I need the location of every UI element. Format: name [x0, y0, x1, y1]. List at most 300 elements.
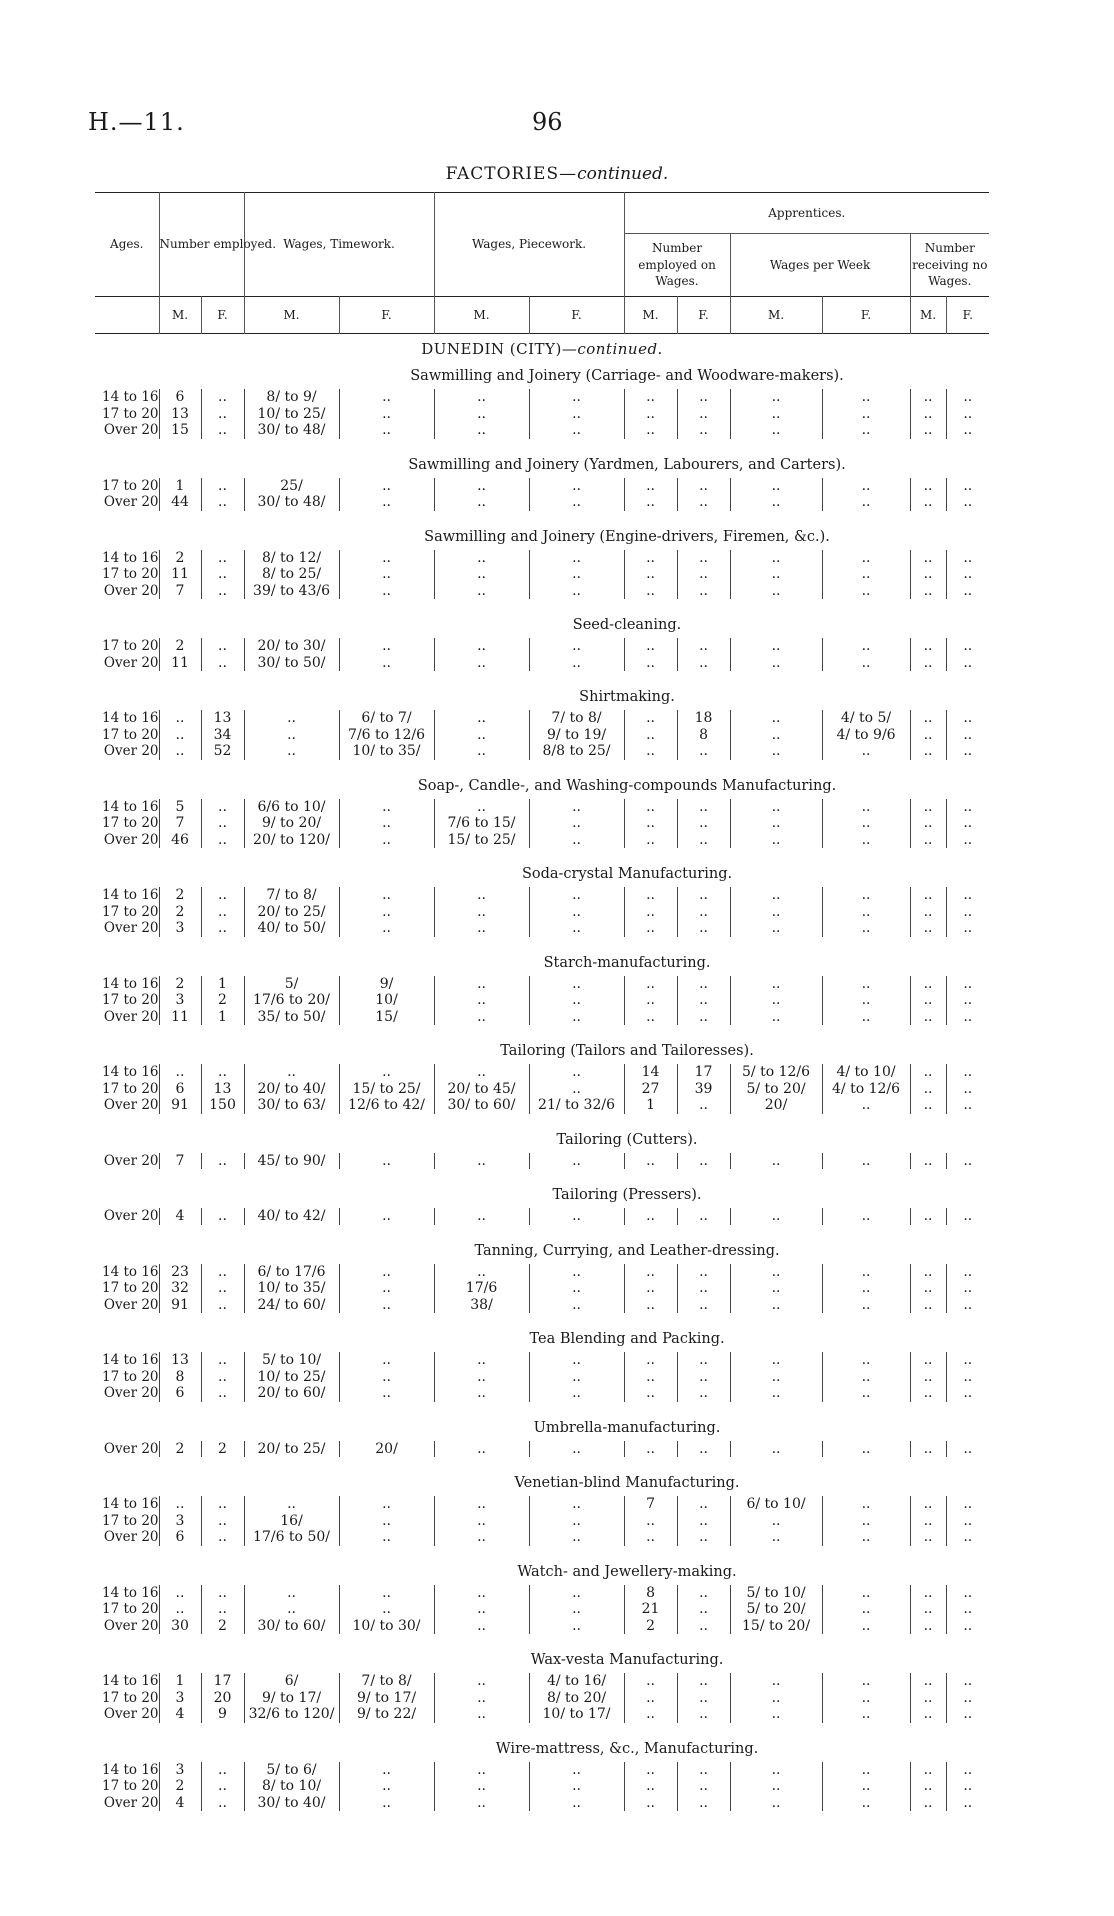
- data-cell: 11: [159, 1009, 201, 1026]
- age-cell: Over 20: [103, 1097, 159, 1113]
- data-cell: ..: [946, 1385, 989, 1402]
- table-row: [95, 1795, 989, 1812]
- data-cell: ..: [946, 1081, 989, 1098]
- data-cell: 7: [159, 1153, 201, 1170]
- age-cell: 14 to 16: [102, 1761, 159, 1778]
- data-cell: ..: [946, 1778, 989, 1795]
- data-cell: ..: [730, 992, 822, 1009]
- data-cell: ..: [624, 389, 677, 406]
- data-cell: ..: [910, 920, 946, 937]
- data-cell: 6: [159, 389, 201, 406]
- data-cell: ..: [339, 1208, 434, 1225]
- section-title: Soda-crystal Manufacturing.: [521, 866, 733, 882]
- data-cell: ..: [946, 1297, 989, 1314]
- data-cell: ..: [434, 1009, 529, 1026]
- age-cell: 17 to 20: [102, 1689, 159, 1706]
- table-row: [95, 1208, 989, 1225]
- sub-f: F.: [201, 297, 244, 334]
- data-cell: 4/ to 5/: [822, 710, 910, 727]
- data-cell: ..: [910, 1673, 946, 1690]
- data-cell: ..: [624, 422, 677, 439]
- section-title: Seed-cleaning.: [572, 617, 682, 633]
- data-cell: ..: [910, 1280, 946, 1297]
- data-cell: ..: [677, 887, 730, 904]
- data-cell: 38/: [434, 1297, 529, 1314]
- data-cell: 6: [159, 1529, 201, 1546]
- data-cell: ..: [822, 494, 910, 511]
- data-cell: ..: [822, 799, 910, 816]
- table-row: [95, 583, 989, 600]
- age-cell: Over 20: [103, 831, 159, 848]
- data-cell: ..: [946, 1009, 989, 1026]
- data-cell: ..: [946, 1529, 989, 1546]
- data-cell: ..: [201, 406, 244, 423]
- data-cell: ..: [624, 920, 677, 937]
- data-cell: ..: [946, 1097, 989, 1114]
- data-cell: ..: [677, 1385, 730, 1402]
- data-cell: 46: [159, 832, 201, 849]
- table-row: [95, 1673, 989, 1690]
- data-cell: ..: [677, 992, 730, 1009]
- data-cell: ..: [339, 566, 434, 583]
- data-cell: ..: [910, 566, 946, 583]
- data-cell: ..: [946, 1601, 989, 1618]
- data-cell: 30/ to 50/: [244, 655, 339, 672]
- data-cell: ..: [822, 992, 910, 1009]
- data-cell: ..: [339, 1585, 434, 1602]
- data-cell: ..: [201, 1208, 244, 1225]
- data-cell: 4/ to 16/: [529, 1673, 624, 1690]
- data-cell: ..: [910, 494, 946, 511]
- data-cell: ..: [730, 494, 822, 511]
- data-cell: ..: [529, 920, 624, 937]
- data-cell: ..: [677, 1706, 730, 1723]
- data-cell: ..: [677, 550, 730, 567]
- age-cell: 17 to 20: [102, 1778, 159, 1794]
- sub-m: M.: [910, 297, 946, 334]
- age-cell: 17 to 20: [102, 992, 159, 1008]
- data-cell: ..: [677, 832, 730, 849]
- data-cell: ..: [822, 1280, 910, 1297]
- data-cell: 150: [201, 1097, 244, 1114]
- data-cell: ..: [910, 1352, 946, 1369]
- data-cell: ..: [910, 1618, 946, 1635]
- data-cell: ..: [730, 1009, 822, 1026]
- data-cell: 8/ to 10/: [244, 1778, 339, 1795]
- data-cell: ..: [624, 550, 677, 567]
- age-cell: Over 20: [103, 582, 159, 599]
- data-cell: 10/ to 25/: [244, 1369, 339, 1386]
- data-cell: ..: [339, 1529, 434, 1546]
- age-cell: 17 to 20: [102, 903, 159, 920]
- data-cell: ..: [822, 1208, 910, 1225]
- data-cell: 15/ to 25/: [434, 832, 529, 849]
- data-cell: ..: [624, 1762, 677, 1779]
- age-cell: 14 to 16: [102, 887, 159, 903]
- data-cell: ..: [910, 1529, 946, 1546]
- data-cell: ..: [529, 583, 624, 600]
- data-cell: 35/ to 50/: [244, 1009, 339, 1026]
- data-cell: 91: [159, 1297, 201, 1314]
- data-cell: 30/ to 48/: [244, 494, 339, 511]
- data-cell: ..: [529, 1601, 624, 1618]
- data-cell: ..: [677, 1601, 730, 1618]
- data-cell: ..: [434, 1618, 529, 1635]
- data-cell: ..: [624, 832, 677, 849]
- data-cell: 20/ to 30/: [244, 638, 339, 655]
- data-cell: ..: [910, 1513, 946, 1530]
- data-cell: ..: [201, 494, 244, 511]
- table-row: [95, 638, 989, 655]
- data-cell: 34: [201, 727, 244, 744]
- data-cell: ..: [946, 1690, 989, 1707]
- data-cell: ..: [339, 1513, 434, 1530]
- data-cell: ..: [201, 583, 244, 600]
- data-cell: ..: [677, 406, 730, 423]
- age-cell: Over 20: [103, 743, 159, 759]
- age-cell: Over 20: [103, 920, 159, 936]
- data-cell: ..: [529, 1208, 624, 1225]
- section-title: Sawmilling and Joinery (Carriage- and Woodware-makers).: [410, 368, 844, 384]
- data-cell: ..: [434, 1369, 529, 1386]
- data-cell: 4: [159, 1795, 201, 1812]
- data-cell: ..: [822, 1352, 910, 1369]
- data-cell: ..: [910, 1097, 946, 1114]
- data-cell: ..: [434, 1601, 529, 1618]
- data-cell: ..: [946, 1208, 989, 1225]
- data-cell: ..: [201, 1496, 244, 1513]
- data-cell: ..: [339, 389, 434, 406]
- data-cell: 11: [159, 655, 201, 672]
- data-cell: ..: [730, 887, 822, 904]
- data-cell: ..: [822, 815, 910, 832]
- table-row: [95, 566, 989, 583]
- data-cell: ..: [529, 799, 624, 816]
- data-cell: ..: [529, 550, 624, 567]
- age-cell: 17 to 20: [102, 566, 159, 582]
- data-cell: 52: [201, 743, 244, 760]
- data-cell: ..: [910, 1585, 946, 1602]
- data-cell: ..: [529, 478, 624, 495]
- data-cell: ..: [910, 1496, 946, 1513]
- data-cell: ..: [434, 992, 529, 1009]
- data-cell: ..: [529, 1009, 624, 1026]
- table-row: [95, 832, 989, 849]
- data-cell: ..: [244, 743, 339, 760]
- data-cell: ..: [910, 815, 946, 832]
- section-title: Tea Blending and Packing.: [529, 1331, 725, 1347]
- data-cell: ..: [910, 1264, 946, 1281]
- data-cell: 2: [201, 1618, 244, 1635]
- data-cell: 13: [201, 710, 244, 727]
- data-cell: ..: [730, 815, 822, 832]
- age-cell: Over 20: [103, 1208, 159, 1224]
- sub-m: M.: [624, 297, 677, 334]
- data-cell: ..: [946, 976, 989, 993]
- data-cell: ..: [730, 406, 822, 423]
- data-cell: ..: [910, 1009, 946, 1026]
- data-cell: ..: [201, 1601, 244, 1618]
- data-cell: ..: [434, 1706, 529, 1723]
- table-row: [95, 1352, 989, 1369]
- data-cell: ..: [910, 1064, 946, 1081]
- data-cell: 13: [159, 1352, 201, 1369]
- age-cell: 17 to 20: [102, 1601, 159, 1617]
- data-cell: ..: [529, 1762, 624, 1779]
- age-cell: 17 to 20: [102, 1280, 159, 1296]
- data-cell: 9: [201, 1706, 244, 1723]
- table-row: [95, 1081, 989, 1098]
- data-cell: 8/ to 12/: [244, 550, 339, 567]
- age-cell: 14 to 16: [102, 975, 159, 992]
- data-cell: ..: [624, 1441, 677, 1458]
- data-cell: ..: [529, 1297, 624, 1314]
- data-cell: ..: [201, 1795, 244, 1812]
- data-cell: ..: [624, 1690, 677, 1707]
- data-cell: 7/ to 8/: [339, 1673, 434, 1690]
- data-cell: ..: [730, 1529, 822, 1546]
- data-cell: ..: [730, 1352, 822, 1369]
- data-cell: ..: [677, 976, 730, 993]
- data-cell: ..: [434, 478, 529, 495]
- data-cell: ..: [677, 1618, 730, 1635]
- data-cell: ..: [677, 1496, 730, 1513]
- data-cell: 20/ to 60/: [244, 1385, 339, 1402]
- sub-f: F.: [946, 297, 989, 334]
- city-heading: DUNEDIN (CITY)—continued.: [421, 340, 663, 358]
- data-cell: ..: [244, 1601, 339, 1618]
- data-cell: ..: [201, 655, 244, 672]
- data-cell: ..: [201, 1529, 244, 1546]
- data-cell: ..: [946, 1153, 989, 1170]
- section-title: Watch- and Jewellery-making.: [517, 1563, 737, 1580]
- data-cell: ..: [529, 389, 624, 406]
- data-cell: ..: [201, 422, 244, 439]
- data-cell: ..: [730, 422, 822, 439]
- data-cell: ..: [822, 1690, 910, 1707]
- data-cell: ..: [822, 1385, 910, 1402]
- data-cell: ..: [201, 1153, 244, 1170]
- data-cell: ..: [339, 550, 434, 567]
- age-cell: Over 20: [103, 422, 159, 438]
- data-cell: ..: [529, 1352, 624, 1369]
- age-cell: 14 to 16: [102, 549, 159, 566]
- data-cell: ..: [677, 1513, 730, 1530]
- data-cell: 2: [159, 887, 201, 904]
- data-cell: ..: [529, 815, 624, 832]
- data-cell: ..: [159, 727, 201, 744]
- data-cell: 8: [677, 727, 730, 744]
- data-cell: ..: [946, 1513, 989, 1530]
- data-cell: 8: [624, 1585, 677, 1602]
- data-cell: ..: [677, 799, 730, 816]
- data-cell: ..: [822, 1513, 910, 1530]
- data-cell: ..: [529, 406, 624, 423]
- data-cell: ..: [434, 1513, 529, 1530]
- col-apprentices-employed: Number employed on Wages.: [624, 234, 730, 297]
- data-cell: 8/ to 20/: [529, 1690, 624, 1707]
- page-title: FACTORIES—continued.: [445, 164, 669, 184]
- data-cell: ..: [624, 1778, 677, 1795]
- data-cell: ..: [730, 1673, 822, 1690]
- data-cell: ..: [822, 550, 910, 567]
- data-cell: 2: [159, 976, 201, 993]
- data-cell: ..: [822, 1618, 910, 1635]
- data-cell: ..: [677, 583, 730, 600]
- sub-f: F.: [529, 297, 624, 334]
- table-row: [95, 815, 989, 832]
- data-cell: ..: [339, 799, 434, 816]
- data-cell: ..: [529, 638, 624, 655]
- data-cell: ..: [910, 638, 946, 655]
- table-row: [95, 727, 989, 744]
- data-cell: ..: [201, 1264, 244, 1281]
- data-cell: 7: [624, 1496, 677, 1513]
- data-cell: ..: [822, 406, 910, 423]
- data-cell: 40/ to 50/: [244, 920, 339, 937]
- data-cell: ..: [946, 1064, 989, 1081]
- data-cell: ..: [822, 904, 910, 921]
- data-cell: ..: [529, 1369, 624, 1386]
- age-cell: Over 20: [103, 654, 159, 671]
- data-cell: 27: [624, 1081, 677, 1098]
- data-cell: 1: [201, 976, 244, 993]
- data-cell: ..: [910, 743, 946, 760]
- data-cell: 91: [159, 1097, 201, 1114]
- data-cell: 20/: [730, 1097, 822, 1114]
- data-cell: 4: [159, 1706, 201, 1723]
- data-cell: 7: [159, 583, 201, 600]
- age-cell: 17 to 20: [102, 815, 159, 831]
- data-cell: ..: [730, 583, 822, 600]
- sub-m: M.: [159, 297, 201, 334]
- data-cell: ..: [946, 583, 989, 600]
- age-cell: 17 to 20: [102, 405, 159, 422]
- data-cell: ..: [624, 1208, 677, 1225]
- data-cell: ..: [201, 815, 244, 832]
- data-cell: 30/ to 63/: [244, 1097, 339, 1114]
- age-cell: 14 to 16: [102, 1673, 159, 1689]
- data-cell: ..: [946, 1762, 989, 1779]
- section-title: Wire-mattress, &c., Manufacturing.: [495, 1740, 759, 1757]
- data-cell: 8/8 to 25/: [529, 743, 624, 760]
- data-cell: ..: [624, 710, 677, 727]
- data-cell: ..: [624, 655, 677, 672]
- data-cell: 9/ to 17/: [244, 1690, 339, 1707]
- data-cell: ..: [677, 566, 730, 583]
- table-row: [95, 1369, 989, 1386]
- table-row: [95, 1762, 989, 1779]
- col-wages-timework: Wages, Timework.: [244, 193, 434, 297]
- data-cell: ..: [624, 583, 677, 600]
- age-cell: Over 20: [103, 1008, 159, 1025]
- data-cell: ..: [434, 1673, 529, 1690]
- data-cell: 9/ to 22/: [339, 1706, 434, 1723]
- data-cell: ..: [822, 566, 910, 583]
- data-cell: 9/ to 17/: [339, 1690, 434, 1707]
- data-cell: 11: [159, 566, 201, 583]
- data-cell: ..: [434, 638, 529, 655]
- data-cell: ..: [822, 1529, 910, 1546]
- section-title: Soap-, Candle-, and Washing-compounds Manufacturing.: [417, 777, 837, 794]
- data-cell: 17/6 to 20/: [244, 992, 339, 1009]
- data-cell: ..: [730, 976, 822, 993]
- age-cell: 17 to 20: [102, 1512, 159, 1529]
- data-cell: ..: [434, 550, 529, 567]
- data-cell: ..: [677, 1097, 730, 1114]
- data-cell: ..: [339, 815, 434, 832]
- data-cell: 17/6 to 50/: [244, 1529, 339, 1546]
- data-cell: 15/ to 20/: [730, 1618, 822, 1635]
- data-cell: ..: [946, 1673, 989, 1690]
- data-cell: ..: [946, 389, 989, 406]
- table-row: [95, 1441, 989, 1458]
- data-cell: ..: [946, 1706, 989, 1723]
- data-cell: 3: [159, 1690, 201, 1707]
- data-cell: 30: [159, 1618, 201, 1635]
- data-cell: 2: [159, 550, 201, 567]
- data-cell: ..: [677, 1208, 730, 1225]
- col-apprentices-wages: Wages per Week: [730, 234, 910, 297]
- data-cell: ..: [201, 1762, 244, 1779]
- data-cell: ..: [244, 710, 339, 727]
- data-cell: 8/ to 9/: [244, 389, 339, 406]
- table-row: [95, 406, 989, 423]
- data-cell: 7/ to 8/: [244, 887, 339, 904]
- data-cell: ..: [677, 478, 730, 495]
- data-cell: ..: [339, 638, 434, 655]
- data-cell: ..: [730, 566, 822, 583]
- data-cell: 30/ to 40/: [244, 1795, 339, 1812]
- data-cell: ..: [529, 655, 624, 672]
- data-cell: ..: [339, 1762, 434, 1779]
- data-cell: ..: [677, 655, 730, 672]
- age-cell: Over 20: [103, 1794, 159, 1811]
- data-cell: ..: [434, 389, 529, 406]
- data-cell: ..: [529, 1529, 624, 1546]
- data-cell: ..: [946, 1280, 989, 1297]
- data-cell: 5/ to 20/: [730, 1601, 822, 1618]
- table-row: [95, 1618, 989, 1635]
- data-cell: ..: [910, 655, 946, 672]
- age-cell: Over 20: [103, 494, 159, 510]
- data-cell: ..: [910, 550, 946, 567]
- data-cell: ..: [910, 832, 946, 849]
- data-cell: ..: [822, 1706, 910, 1723]
- data-cell: 20/ to 25/: [244, 904, 339, 921]
- data-cell: 24/ to 60/: [244, 1297, 339, 1314]
- table-row: [95, 743, 989, 760]
- data-cell: ..: [677, 1778, 730, 1795]
- data-cell: ..: [434, 1208, 529, 1225]
- age-cell: 17 to 20: [102, 726, 159, 743]
- table-row: [95, 1009, 989, 1026]
- data-cell: ..: [910, 976, 946, 993]
- data-cell: ..: [946, 815, 989, 832]
- data-cell: ..: [677, 1264, 730, 1281]
- data-cell: ..: [201, 1280, 244, 1297]
- data-cell: ..: [434, 1064, 529, 1081]
- data-cell: ..: [434, 920, 529, 937]
- data-cell: ..: [730, 710, 822, 727]
- data-cell: ..: [910, 1762, 946, 1779]
- data-cell: ..: [677, 1009, 730, 1026]
- data-cell: 9/: [339, 976, 434, 993]
- data-cell: ..: [339, 494, 434, 511]
- data-cell: ..: [910, 992, 946, 1009]
- data-cell: 2: [159, 1441, 201, 1458]
- data-cell: ..: [529, 422, 624, 439]
